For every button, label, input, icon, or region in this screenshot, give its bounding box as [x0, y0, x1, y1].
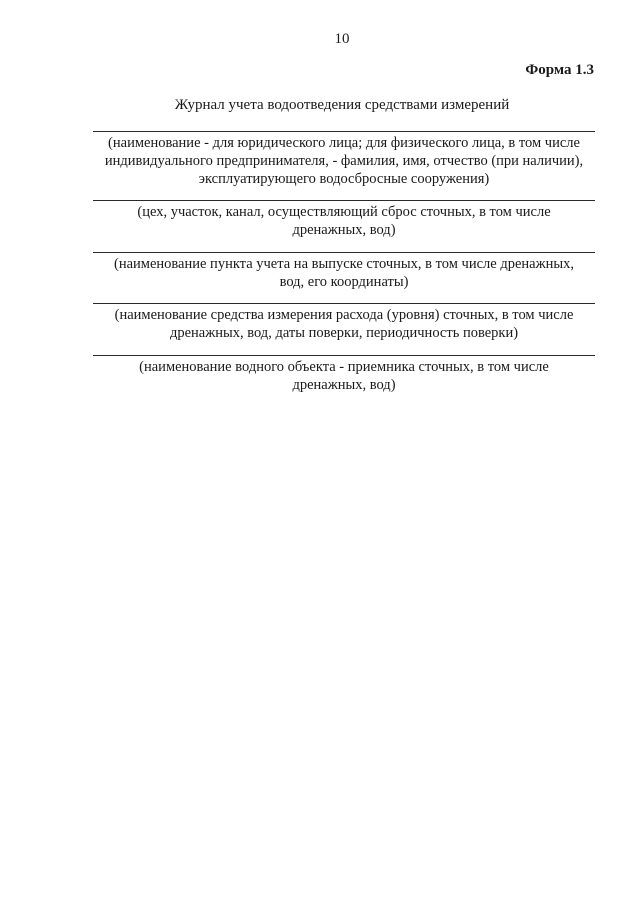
caption-line: (наименование пункта учета на выпуске сточных, в том числе дренажных, [113, 256, 574, 272]
field-caption [93, 201, 595, 239]
field-caption [93, 253, 595, 291]
field-operator-name [93, 131, 595, 188]
page-number: 10 [334, 31, 350, 47]
caption-line: (цех, участок, канал, осуществляющий сброс сточных, в том числе [137, 204, 551, 220]
caption-line: эксплуатирующего водосбросные сооружения) [198, 171, 490, 187]
document-title: Журнал учета водоотведения средствами измерений [174, 97, 510, 113]
field-caption [93, 304, 595, 342]
field-metering-point [93, 252, 595, 291]
field-discharge-unit [93, 200, 595, 239]
caption-line: (наименование средства измерения расхода (уровня) сточных, в том числе [114, 307, 574, 323]
caption-line: дренажных, вод) [292, 222, 396, 238]
field-caption [93, 356, 595, 394]
caption-line: дренажных, вод, даты поверки, периодичность поверки) [169, 325, 519, 341]
caption-line: (наименование водного объекта - приемника сточных, в том числе [139, 359, 549, 375]
form-label: Форма 1.3 [525, 62, 594, 78]
caption-line: дренажных, вод) [292, 377, 396, 393]
field-receiving-water-body [93, 355, 595, 394]
caption-line: вод, его координаты) [279, 274, 409, 290]
field-caption [93, 132, 595, 188]
field-measuring-instrument [93, 303, 595, 342]
caption-line: индивидуального предпринимателя, - фамилия, имя, отчество (при наличии), [104, 153, 584, 169]
caption-line: (наименование - для юридического лица; для физического лица, в том числе [108, 135, 580, 151]
